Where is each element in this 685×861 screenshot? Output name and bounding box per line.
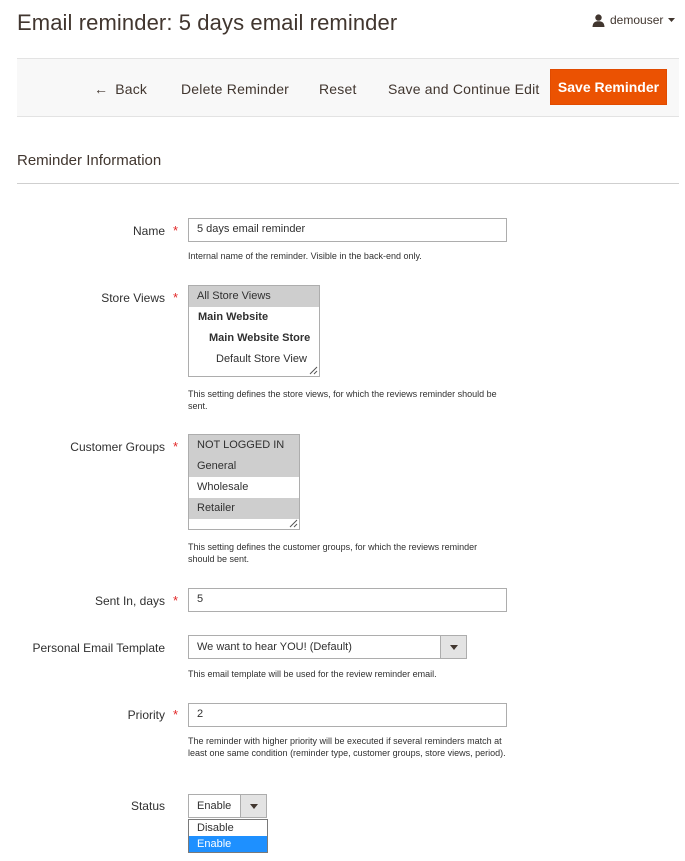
delete-reminder-button[interactable]: Delete Reminder [181,81,290,97]
name-label: Name [132,224,165,238]
customer-groups-note: This setting defines the customer groups, for which the reviews reminder should be sent. [188,542,478,564]
user-menu[interactable] [592,13,675,27]
priority-input[interactable]: 2 [188,703,507,727]
section-divider [17,183,679,184]
name-note: Internal name of the reminder. Visible in the back-end only. [188,251,422,261]
status-select[interactable] [188,794,267,818]
chevron-down-icon [440,636,466,658]
back-button[interactable] [94,81,147,97]
priority-note: The reminder with higher priority will be executed if several reminders match at least one same condition (reminder type, customer groups, store views, period). [188,736,506,758]
page-title: Email reminder: 5 days email reminder [17,10,398,35]
store-views-option[interactable]: Main Website Store [209,332,311,344]
store-views-option[interactable]: Main Website [198,311,269,323]
action-bar [17,58,679,117]
email-template-label: Personal Email Template [32,641,165,655]
required-marker: * [173,439,179,454]
save-continue-button[interactable]: Save and Continue Edit [388,81,540,97]
priority-label: Priority [127,708,165,722]
user-name: demouser [610,13,664,27]
required-marker: * [173,223,179,238]
store-views-option[interactable]: Default Store View [216,353,307,365]
user-icon [592,14,605,27]
email-template-note: This email template will be used for the review reminder email. [188,669,437,679]
status-value: Enable [197,800,232,812]
status-label: Status [130,799,165,813]
back-label: Back [115,81,148,97]
status-option-enable[interactable]: Enable [189,836,267,852]
customer-groups-multiselect[interactable] [188,434,300,530]
reset-button[interactable]: Reset [319,81,357,97]
name-input[interactable]: 5 days email reminder [188,218,507,242]
resize-handle-icon[interactable] [309,366,318,375]
store-views-multiselect[interactable] [188,285,320,377]
customer-groups-option[interactable]: Retailer [189,498,299,519]
section-title: Reminder Information [17,152,162,169]
status-dropdown-list [188,819,268,853]
email-template-select[interactable] [188,635,467,659]
required-marker: * [173,593,179,608]
required-marker: * [173,290,179,305]
store-views-label: Store Views [101,291,165,305]
email-template-value: We want to hear YOU! (Default) [197,641,352,653]
customer-groups-option[interactable]: Wholesale [197,481,249,493]
arrow-left-icon: ← [94,81,109,97]
status-option-disable[interactable]: Disable [197,822,234,834]
resize-handle-icon[interactable] [289,519,298,528]
sent-in-label: Sent In, days [94,594,165,608]
customer-groups-option[interactable]: NOT LOGGED IN [189,435,299,456]
store-views-option[interactable]: All Store Views [189,286,319,307]
chevron-down-icon [240,795,266,817]
chevron-down-icon [668,18,675,23]
sent-in-input[interactable]: 5 [188,588,507,612]
customer-groups-option[interactable]: General [189,456,299,477]
save-reminder-button[interactable]: Save Reminder [550,69,667,105]
customer-groups-label: Customer Groups [70,440,165,454]
store-views-note: This setting defines the store views, for which the reviews reminder should be sent. [188,389,497,411]
required-marker: * [173,707,179,722]
